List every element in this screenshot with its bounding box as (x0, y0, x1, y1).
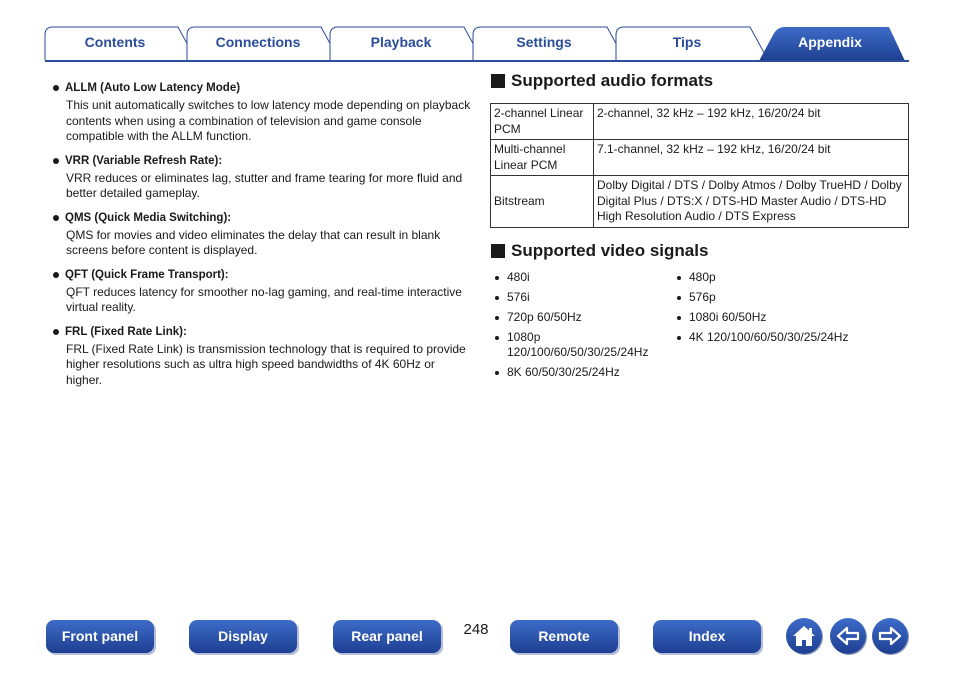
remote-button[interactable]: Remote (510, 620, 618, 653)
bullet-icon (53, 215, 59, 221)
arrow-right-icon (872, 618, 908, 654)
feature-title-text: QFT (Quick Frame Transport): (65, 268, 229, 281)
feature-title (52, 210, 472, 226)
bullet-icon (495, 296, 499, 300)
format-cell: 2-channel Linear PCM (491, 104, 594, 140)
square-bullet-icon (491, 74, 505, 88)
rear-panel-button[interactable]: Rear panel (333, 620, 441, 653)
audio-heading-text: Supported audio formats (511, 71, 714, 90)
list-item (672, 330, 902, 345)
audio-formats-heading (490, 70, 910, 92)
bullet-icon (495, 316, 499, 320)
feature-description: QMS for movies and video eliminates the delay that can result in blank screens before content is displayed. (66, 227, 441, 257)
spec-cell: Dolby Digital / DTS / Dolby Atmos / Dolby TrueHD / Dolby Digital Plus / DTS:X / DTS-HD Master Audio / DTS-HD High Resolution Audio / DTS Express (594, 176, 909, 228)
list-item-text: 4K 120/100/60/50/30/25/24Hz (689, 330, 849, 344)
list-item-text: 480i (507, 270, 530, 284)
arrow-left-icon (830, 618, 866, 654)
list-item-text: 576i (507, 290, 530, 304)
list-item-text: 8K 60/50/30/25/24Hz (507, 365, 620, 379)
video-signals-heading (490, 240, 910, 262)
home-button[interactable] (786, 618, 822, 654)
list-item (490, 290, 670, 305)
home-icon (786, 618, 822, 654)
bullet-icon (53, 85, 59, 91)
list-item (672, 290, 902, 305)
feature-title-text: QMS (Quick Media Switching): (65, 211, 232, 224)
feature-qft (52, 267, 472, 316)
bullet-icon (495, 336, 499, 340)
table-row (491, 176, 909, 228)
spec-cell: 7.1-channel, 32 kHz – 192 kHz, 16/20/24 bit (594, 140, 909, 176)
list-item-text: 480p (689, 270, 716, 284)
list-item (490, 270, 670, 285)
format-cell: Bitstream (491, 176, 594, 228)
bullet-icon (53, 272, 59, 278)
bullet-icon (677, 336, 681, 340)
bullet-icon (495, 371, 499, 375)
list-item-text: 576p (689, 290, 716, 304)
feature-title (52, 324, 472, 340)
list-item-text: 1080i 60/50Hz (689, 310, 767, 324)
bullet-icon (677, 296, 681, 300)
list-item (672, 310, 902, 325)
feature-description: QFT reduces latency for smoother no-lag gaming, and real-time interactive virtual reality. (66, 284, 462, 314)
feature-title-text: VRR (Variable Refresh Rate): (65, 154, 223, 167)
tab-connections[interactable]: Connections (215, 34, 301, 50)
format-cell: Multi-channel Linear PCM (491, 140, 594, 176)
feature-vrr (52, 153, 472, 202)
feature-frl (52, 324, 472, 389)
bullet-icon (495, 276, 499, 280)
bullet-icon (53, 329, 59, 335)
feature-title (52, 267, 472, 283)
list-item-text: 720p 60/50Hz (507, 310, 582, 324)
list-item (490, 365, 670, 380)
video-list-right (672, 270, 902, 350)
tab-settings[interactable]: Settings (516, 34, 572, 50)
list-item (490, 310, 670, 325)
list-item-text: 1080p 120/100/60/50/30/25/24Hz (507, 330, 649, 359)
feature-description: VRR reduces or eliminates lag, stutter and frame tearing for more fluid and better detailed gameplay. (66, 170, 463, 200)
back-button[interactable] (830, 618, 866, 654)
tab-bar-shapes (0, 0, 954, 64)
audio-formats-table (490, 103, 909, 228)
table-row (491, 140, 909, 176)
feature-description: This unit automatically switches to low latency mode depending on playback contents when using a combination of television and game console compatible with the ALLM function. (66, 98, 471, 143)
tab-playback[interactable]: Playback (370, 34, 432, 50)
front-panel-button[interactable]: Front panel (46, 620, 154, 653)
video-signal-lists (490, 270, 910, 390)
square-bullet-icon (491, 244, 505, 258)
forward-button[interactable] (872, 618, 908, 654)
feature-allm (52, 80, 472, 145)
bullet-icon (677, 316, 681, 320)
spec-cell: 2-channel, 32 kHz – 192 kHz, 16/20/24 bit (594, 104, 909, 140)
tab-bar (0, 0, 954, 64)
video-heading-text: Supported video signals (511, 241, 709, 260)
list-item (490, 330, 670, 360)
feature-qms (52, 210, 472, 259)
feature-title-text: ALLM (Auto Low Latency Mode) (65, 82, 241, 94)
table-row (491, 104, 909, 140)
display-button[interactable]: Display (189, 620, 297, 653)
feature-title (52, 80, 472, 96)
feature-description: FRL (Fixed Rate Link) is transmission technology that is required to provide higher resolutions such as ultra high speed bandwidths of 4K 60Hz or higher. (66, 341, 466, 387)
feature-title (52, 153, 472, 169)
video-list-left (490, 270, 670, 385)
feature-title-text: FRL (Fixed Rate Link): (65, 325, 187, 338)
list-item (672, 270, 902, 285)
feature-list (52, 80, 472, 396)
tab-appendix[interactable]: Appendix (798, 34, 862, 50)
bullet-icon (53, 158, 59, 164)
tab-tips[interactable]: Tips (672, 34, 702, 50)
index-button[interactable]: Index (653, 620, 761, 653)
tab-contents[interactable]: Contents (84, 34, 146, 50)
specs-column (490, 70, 910, 390)
page-number: 248 (463, 621, 489, 638)
bullet-icon (677, 276, 681, 280)
